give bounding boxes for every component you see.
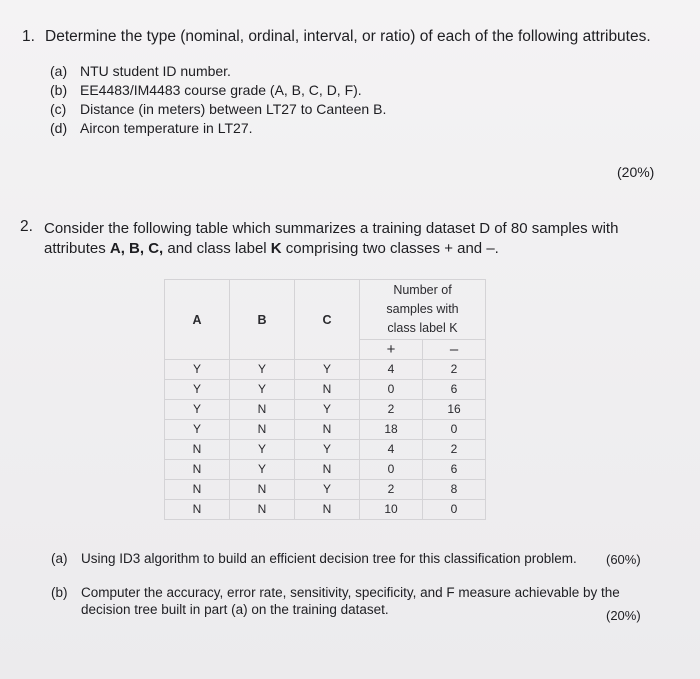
count-header-line-3	[360, 319, 485, 338]
cell: 0	[360, 460, 423, 480]
q2-number: 2.	[20, 218, 33, 235]
q1-item-c	[50, 101, 386, 117]
cell: N	[230, 420, 295, 440]
cell: 2	[423, 440, 486, 460]
q1-item-d	[50, 120, 253, 136]
cell: 0	[423, 500, 486, 520]
cell: 0	[360, 380, 423, 400]
q1-marks: (20%)	[617, 164, 655, 180]
header-minus: –	[423, 340, 486, 360]
cell: 10	[360, 500, 423, 520]
header-a: A	[165, 280, 230, 360]
cell: 6	[423, 460, 486, 480]
q2-label-k: K	[270, 240, 282, 257]
q1-number: 1.	[22, 28, 35, 45]
q2-part-b-text-1: Computer the accuracy, error rate, sensitivity, specificity, and F measure achievable by the	[81, 585, 620, 600]
q2-line2	[44, 240, 499, 257]
header-c: C	[295, 280, 360, 360]
cell: 6	[423, 380, 486, 400]
cell: 0	[423, 420, 486, 440]
table-row	[165, 420, 486, 440]
cell: Y	[295, 440, 360, 460]
table-row	[165, 400, 486, 420]
q2-part-b-line1	[51, 585, 620, 600]
cell: 2	[423, 360, 486, 380]
q2-part-b-marks: (20%)	[606, 608, 641, 623]
table-row	[165, 360, 486, 380]
cell: N	[165, 500, 230, 520]
cell: Y	[230, 440, 295, 460]
q2-line2-start: attributes	[44, 240, 110, 257]
cell: N	[295, 380, 360, 400]
cell: Y	[165, 380, 230, 400]
q2-line2-end: comprising two classes + and –.	[281, 240, 499, 257]
q2-line1: Consider the following table which summarizes a training dataset D of 80 samples with	[44, 220, 619, 237]
cell: N	[230, 400, 295, 420]
q1-item-a-label: (a)	[50, 63, 68, 79]
cell: 8	[423, 480, 486, 500]
cell: 16	[423, 400, 486, 420]
cell: Y	[295, 480, 360, 500]
q2-line2-mid: and class label	[163, 240, 271, 257]
q1-item-c-text: Distance (in meters) between LT27 to Canteen B.	[80, 101, 387, 117]
q1-item-a	[50, 63, 231, 79]
count-header-line-3-text: class label K	[387, 321, 458, 335]
cell: Y	[230, 380, 295, 400]
count-header-line-2: samples with	[386, 302, 459, 316]
cell: N	[230, 480, 295, 500]
table-header-row	[165, 280, 486, 340]
table-row	[165, 440, 486, 460]
table-row	[165, 380, 486, 400]
q2-part-a-label: (a)	[51, 551, 68, 566]
cell: 4	[360, 360, 423, 380]
cell: N	[165, 440, 230, 460]
dataset-table	[164, 279, 486, 520]
cell: N	[295, 420, 360, 440]
cell: N	[295, 500, 360, 520]
table-row	[165, 480, 486, 500]
q1-item-b-text: EE4483/IM4483 course grade (A, B, C, D, F).	[80, 82, 362, 98]
cell: Y	[230, 360, 295, 380]
header-plus: +	[360, 340, 423, 360]
cell: 2	[360, 400, 423, 420]
table-row	[165, 500, 486, 520]
table-row	[165, 460, 486, 480]
q1-item-d-text: Aircon temperature in LT27.	[80, 120, 253, 136]
cell: Y	[165, 420, 230, 440]
cell: N	[230, 500, 295, 520]
cell: Y	[165, 360, 230, 380]
cell: Y	[165, 400, 230, 420]
q1-item-d-label: (d)	[50, 120, 68, 136]
count-header	[360, 280, 486, 340]
cell: Y	[295, 360, 360, 380]
q1-item-c-label: (c)	[50, 101, 67, 117]
q1-item-b-label: (b)	[50, 82, 68, 98]
q2-part-a-text: Using ID3 algorithm to build an efficient decision tree for this classification problem.	[81, 551, 577, 566]
cell: 2	[360, 480, 423, 500]
cell: 18	[360, 420, 423, 440]
q2-attrs: A, B, C,	[109, 240, 164, 257]
cell: N	[165, 480, 230, 500]
q1-item-a-text: NTU student ID number.	[80, 63, 231, 79]
count-header-line-1: Number of	[393, 283, 452, 297]
header-b: B	[230, 280, 295, 360]
cell: Y	[295, 400, 360, 420]
cell: 4	[360, 440, 423, 460]
cell: N	[165, 460, 230, 480]
q2-part-b-line2: decision tree built in part (a) on the training dataset.	[81, 602, 389, 617]
q2-part-a-marks: (60%)	[606, 552, 641, 567]
cell: N	[295, 460, 360, 480]
q1-title: Determine the type (nominal, ordinal, interval, or ratio) of each of the following attributes.	[45, 28, 651, 45]
cell: Y	[230, 460, 295, 480]
q2-part-b-label: (b)	[51, 585, 68, 600]
q1-item-b	[50, 82, 362, 98]
q2-part-a	[51, 551, 577, 566]
